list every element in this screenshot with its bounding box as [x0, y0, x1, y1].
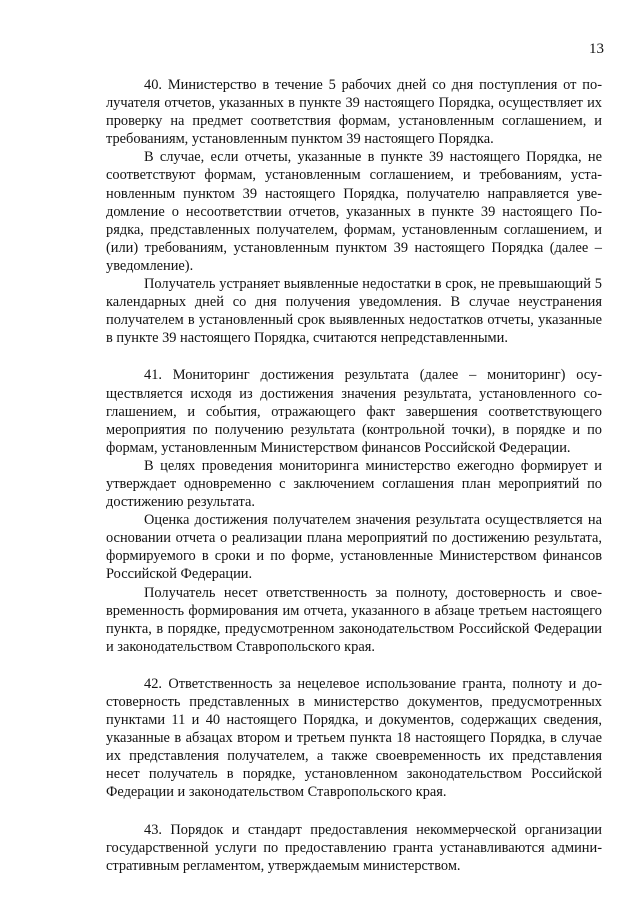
paragraph: 42. Ответственность за нецелевое использование гранта, полноту и достоверность представленных в министерство документов, предусмотренных пунктами 11 и 40 настоящего Порядка, и документов, содержащих сведения, указанные в абзацах втором и третьем пункта 18 настоящего Порядка, в случае их представления получателем, а также своевременность их представления несет получатель в порядке, установленном законодательством Российской Федерации и законодательством Ставропольского края. — [106, 675, 602, 801]
document-body — [106, 76, 602, 875]
paragraph: Оценка достижения получателем значения результата осуществляется на основании отчета о реализации плана мероприятий по достижению результата, формируемого в сроки и по форме, установленные Министерством финансов Российской Федерации. — [106, 512, 602, 583]
paragraph: В целях проведения мониторинга министерство ежегодно формирует и утверждает одновременно с заключением соглашения план мероприятий по достижению результата. — [106, 457, 602, 511]
paragraph: Получатель несет ответственность за полноту, достоверность и своевременность формирования им отчета, указанного в абзаце третьем настоящего пункта, в порядке, предусмотренном законодательством Российской Федерации и законодательством Ставропольского края. — [106, 584, 602, 655]
paragraph: В случае, если отчеты, указанные в пункте 39 настоящего Порядка, не соответствуют формам, установленным соглашением, и требованиям, установленным пунктом 39 настоящего Порядка, получателю направляется уведомление о несоответствии отчетов, указанных в пункте 39 настоящего Порядка, представленных получателем, формам, установленным соглашением, и (или) требованиям, установленным пунктом 39 настоящего Порядка (далее – уведомление). — [106, 149, 602, 274]
section-item-43 — [106, 821, 602, 875]
section-item-40 — [106, 76, 602, 347]
paragraph: 41. Мониторинг достижения результата (далее – мониторинг) осуществляется исходя из достижения значения результата, установленного соглашением, и события, отражающего факт завершения соответствующего мероприятия по получению результата (контрольной точки), в порядке и по формам, установленным Министерством финансов Российской Федерации. — [106, 367, 602, 456]
section-item-41 — [106, 366, 602, 656]
section-item-42 — [106, 675, 602, 802]
page-number: 13 — [589, 41, 604, 57]
paragraph: 40. Министерство в течение 5 рабочих дней со дня поступления от получателя отчетов, указанных в пункте 39 настоящего Порядка, осуществляет их проверку на предмет соответствия формам, установленным соглашением, и требованиям, установленным пунктом 39 настоящего Порядка. — [106, 77, 602, 148]
paragraph: 43. Порядок и стандарт предоставления некоммерческой организации государственной услуги по предоставлению гранта устанавливаются административным регламентом, утверждаемым министерством. — [106, 821, 602, 874]
paragraph: Получатель устраняет выявленные недостатки в срок, не превышающий 5 календарных дней со дня получения уведомления. В случае неустранения получателем в установленный срок выявленных недостатков отчеты, указанные в пункте 39 настоящего Порядка, считаются непредставленными. — [106, 276, 602, 347]
